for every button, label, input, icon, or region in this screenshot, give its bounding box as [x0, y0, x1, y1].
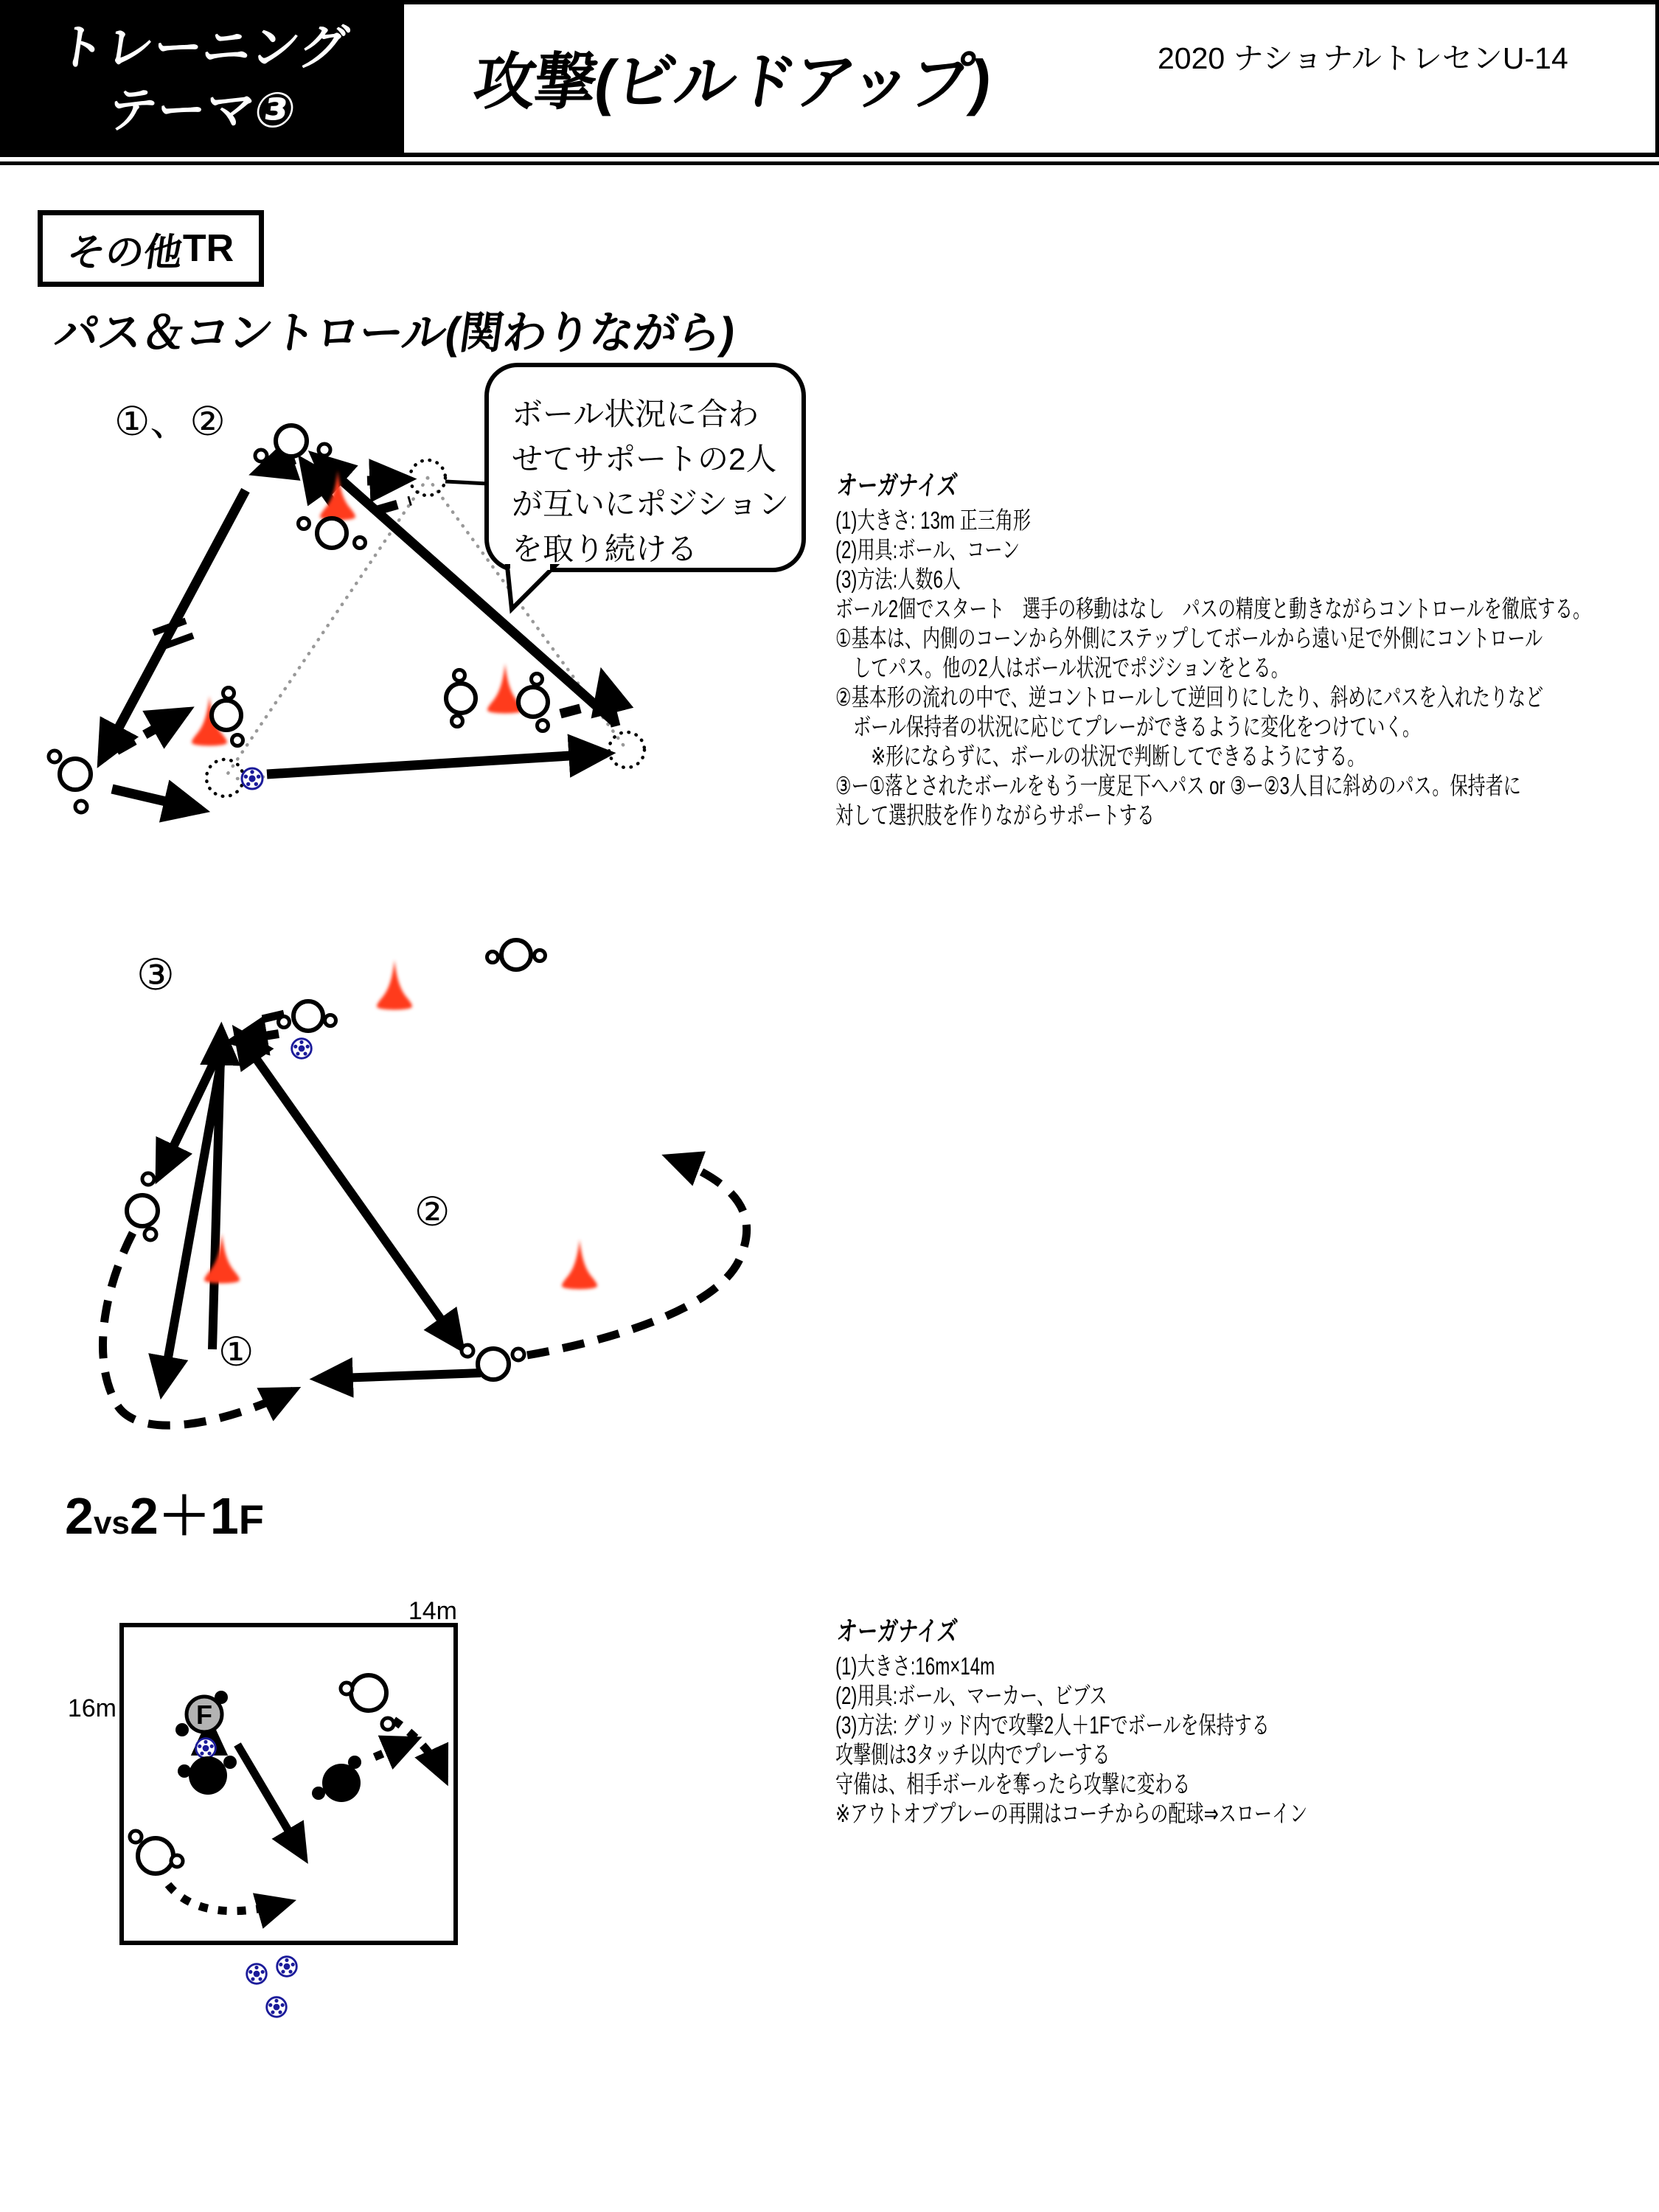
player-icon [299, 518, 366, 549]
bubble-line: ボール状況に合わ [512, 397, 759, 431]
section-tag [38, 210, 264, 287]
page-title: 攻撃(ビルドアップ) [469, 47, 995, 116]
organize-heading: オーガナイズ [835, 1616, 960, 1646]
soccer-ball-icon [247, 1964, 267, 1984]
bottom-pass-arrow [267, 754, 606, 774]
organize-line: してパス。他の2人はボール状況でポジションをとる。 [835, 654, 1289, 681]
header-divider [0, 161, 1659, 165]
organize-heading: オーガナイズ [835, 470, 960, 501]
defender-icon [312, 1756, 361, 1802]
soccer-ball-icon [196, 1739, 216, 1759]
organize-line: (2)用具:ボール、マーカー、ビブス [835, 1682, 1107, 1709]
soccer-ball-icon [292, 1039, 312, 1059]
organize-line: ※アウトオブプレーの再開はコーチからの配球⇒スローイン [835, 1800, 1308, 1827]
organize-line: 攻撃側は3タッチ以内でプレーする [835, 1741, 1110, 1768]
organize-line: 守備は、相手ボールを奪ったら攻撃に変わる [835, 1770, 1191, 1798]
organize-line: ①基本は、内側のコーンから外側にステップしてボールから遠い足で外側にコントロール [835, 625, 1543, 652]
organize-line: ③ー①落とされたボールをもう一度足下へパス or ③ー②3人目に斜めのパス。保持者に [835, 772, 1521, 799]
theme-label [0, 0, 404, 157]
drill2-title [65, 1475, 264, 1549]
pass-arrow [237, 1032, 460, 1346]
organize-line: (1)大きさ:16m×14m [835, 1652, 995, 1680]
organize-line: 対して選択肢を作りながらサポートする [835, 801, 1155, 829]
player-icon [127, 1173, 158, 1240]
run-curve-arrow [102, 1233, 293, 1425]
organize-line: (2)用具:ボール、コーン [835, 536, 1020, 563]
bubble-line: が互いにポジション [512, 487, 790, 521]
section-tag-jp: その他 [63, 231, 186, 274]
run-curve-arrow [527, 1158, 747, 1355]
grid-width-label: 14m [408, 1597, 457, 1625]
header-bar [0, 0, 1659, 157]
pass-arrow [112, 789, 201, 810]
grid-height-label: 16m [67, 1694, 116, 1722]
organize-line: ボール保持者の状況に応じてプレーができるように変化をつけていく。 [835, 713, 1421, 740]
freeman-icon [175, 1691, 228, 1736]
organize-block-1 [835, 463, 1659, 830]
sequence-label-12: ①、② [114, 400, 226, 444]
player-icon [487, 940, 546, 970]
pass-arrow [319, 1373, 481, 1379]
drill2-diagram [44, 1585, 560, 2065]
grid-box [122, 1625, 456, 1943]
run-dotted-arrow [168, 1885, 288, 1911]
bubble-text [487, 365, 804, 570]
theme-line2: テーマ③ [104, 82, 300, 137]
drill1-title: パス＆コントロール(関わりながら) [51, 308, 738, 358]
soccer-ball-icon [242, 768, 262, 789]
title-box [404, 4, 1655, 153]
run-dotted-arrow [375, 1740, 414, 1757]
organize-line: (3)方法: グリッド内で攻撃2人＋1Fでボールを保持する [835, 1711, 1270, 1739]
drill2-title-part: 2＋1 [129, 1487, 239, 1545]
defender-icon [178, 1756, 237, 1795]
organize-line: (3)方法:人数6人 [835, 566, 961, 593]
drill2-title-part: F [238, 1496, 264, 1543]
pass-arrow [367, 479, 407, 481]
organize-line: (1)大きさ: 13m 正三角形 [835, 507, 1032, 534]
drill1-variation-diagram [44, 936, 796, 1445]
event-label: 2020 ナショナルトレセンU-14 [1158, 41, 1568, 75]
organize-line: ※形にならずに、ボールの状況で判断してできるようにする。 [835, 742, 1366, 770]
soccer-ball-icon [267, 1997, 287, 2017]
bubble-line: せてサポートの2人 [512, 442, 777, 476]
ghost-position-circle [609, 732, 644, 768]
organize-line: ボール2個でスタート 選手の移動はなし パスの精度と動きながらコントロールを徹底する。 [835, 595, 1591, 622]
cone-icon [562, 1239, 597, 1290]
sequence-label-2: ② [414, 1190, 451, 1234]
soccer-ball-icon [277, 1957, 297, 1977]
pass-arrow [237, 1745, 304, 1857]
organize-block-2 [835, 1609, 1659, 1829]
sequence-label-3: ③ [136, 951, 175, 999]
section-tag-en: TR [182, 227, 234, 270]
drill2-title-part: vs [93, 1505, 130, 1541]
player-icon [518, 674, 549, 731]
cone-icon [204, 1234, 240, 1284]
theme-line1: トレーニング [52, 20, 352, 75]
player-icon [446, 670, 476, 727]
bubble-connector-line [445, 481, 488, 484]
cone-icon [377, 960, 412, 1010]
movement-dash [560, 706, 588, 714]
drill2-title-part: 2 [65, 1487, 94, 1545]
sequence-label-1: ① [218, 1330, 254, 1374]
speech-bubble-tail [507, 566, 554, 609]
organize-line: ②基本形の流れの中で、逆コントロールして逆回りにしたり、斜めにパスを入れたりなど [835, 684, 1544, 711]
freeman-label: F [196, 1700, 212, 1730]
player-icon [49, 751, 91, 813]
player-icon [279, 1001, 336, 1031]
movement-dash [378, 501, 411, 510]
bubble-line: を取り続ける [512, 532, 698, 566]
attacker-icon [130, 1831, 183, 1874]
attacker-icon [341, 1675, 394, 1730]
